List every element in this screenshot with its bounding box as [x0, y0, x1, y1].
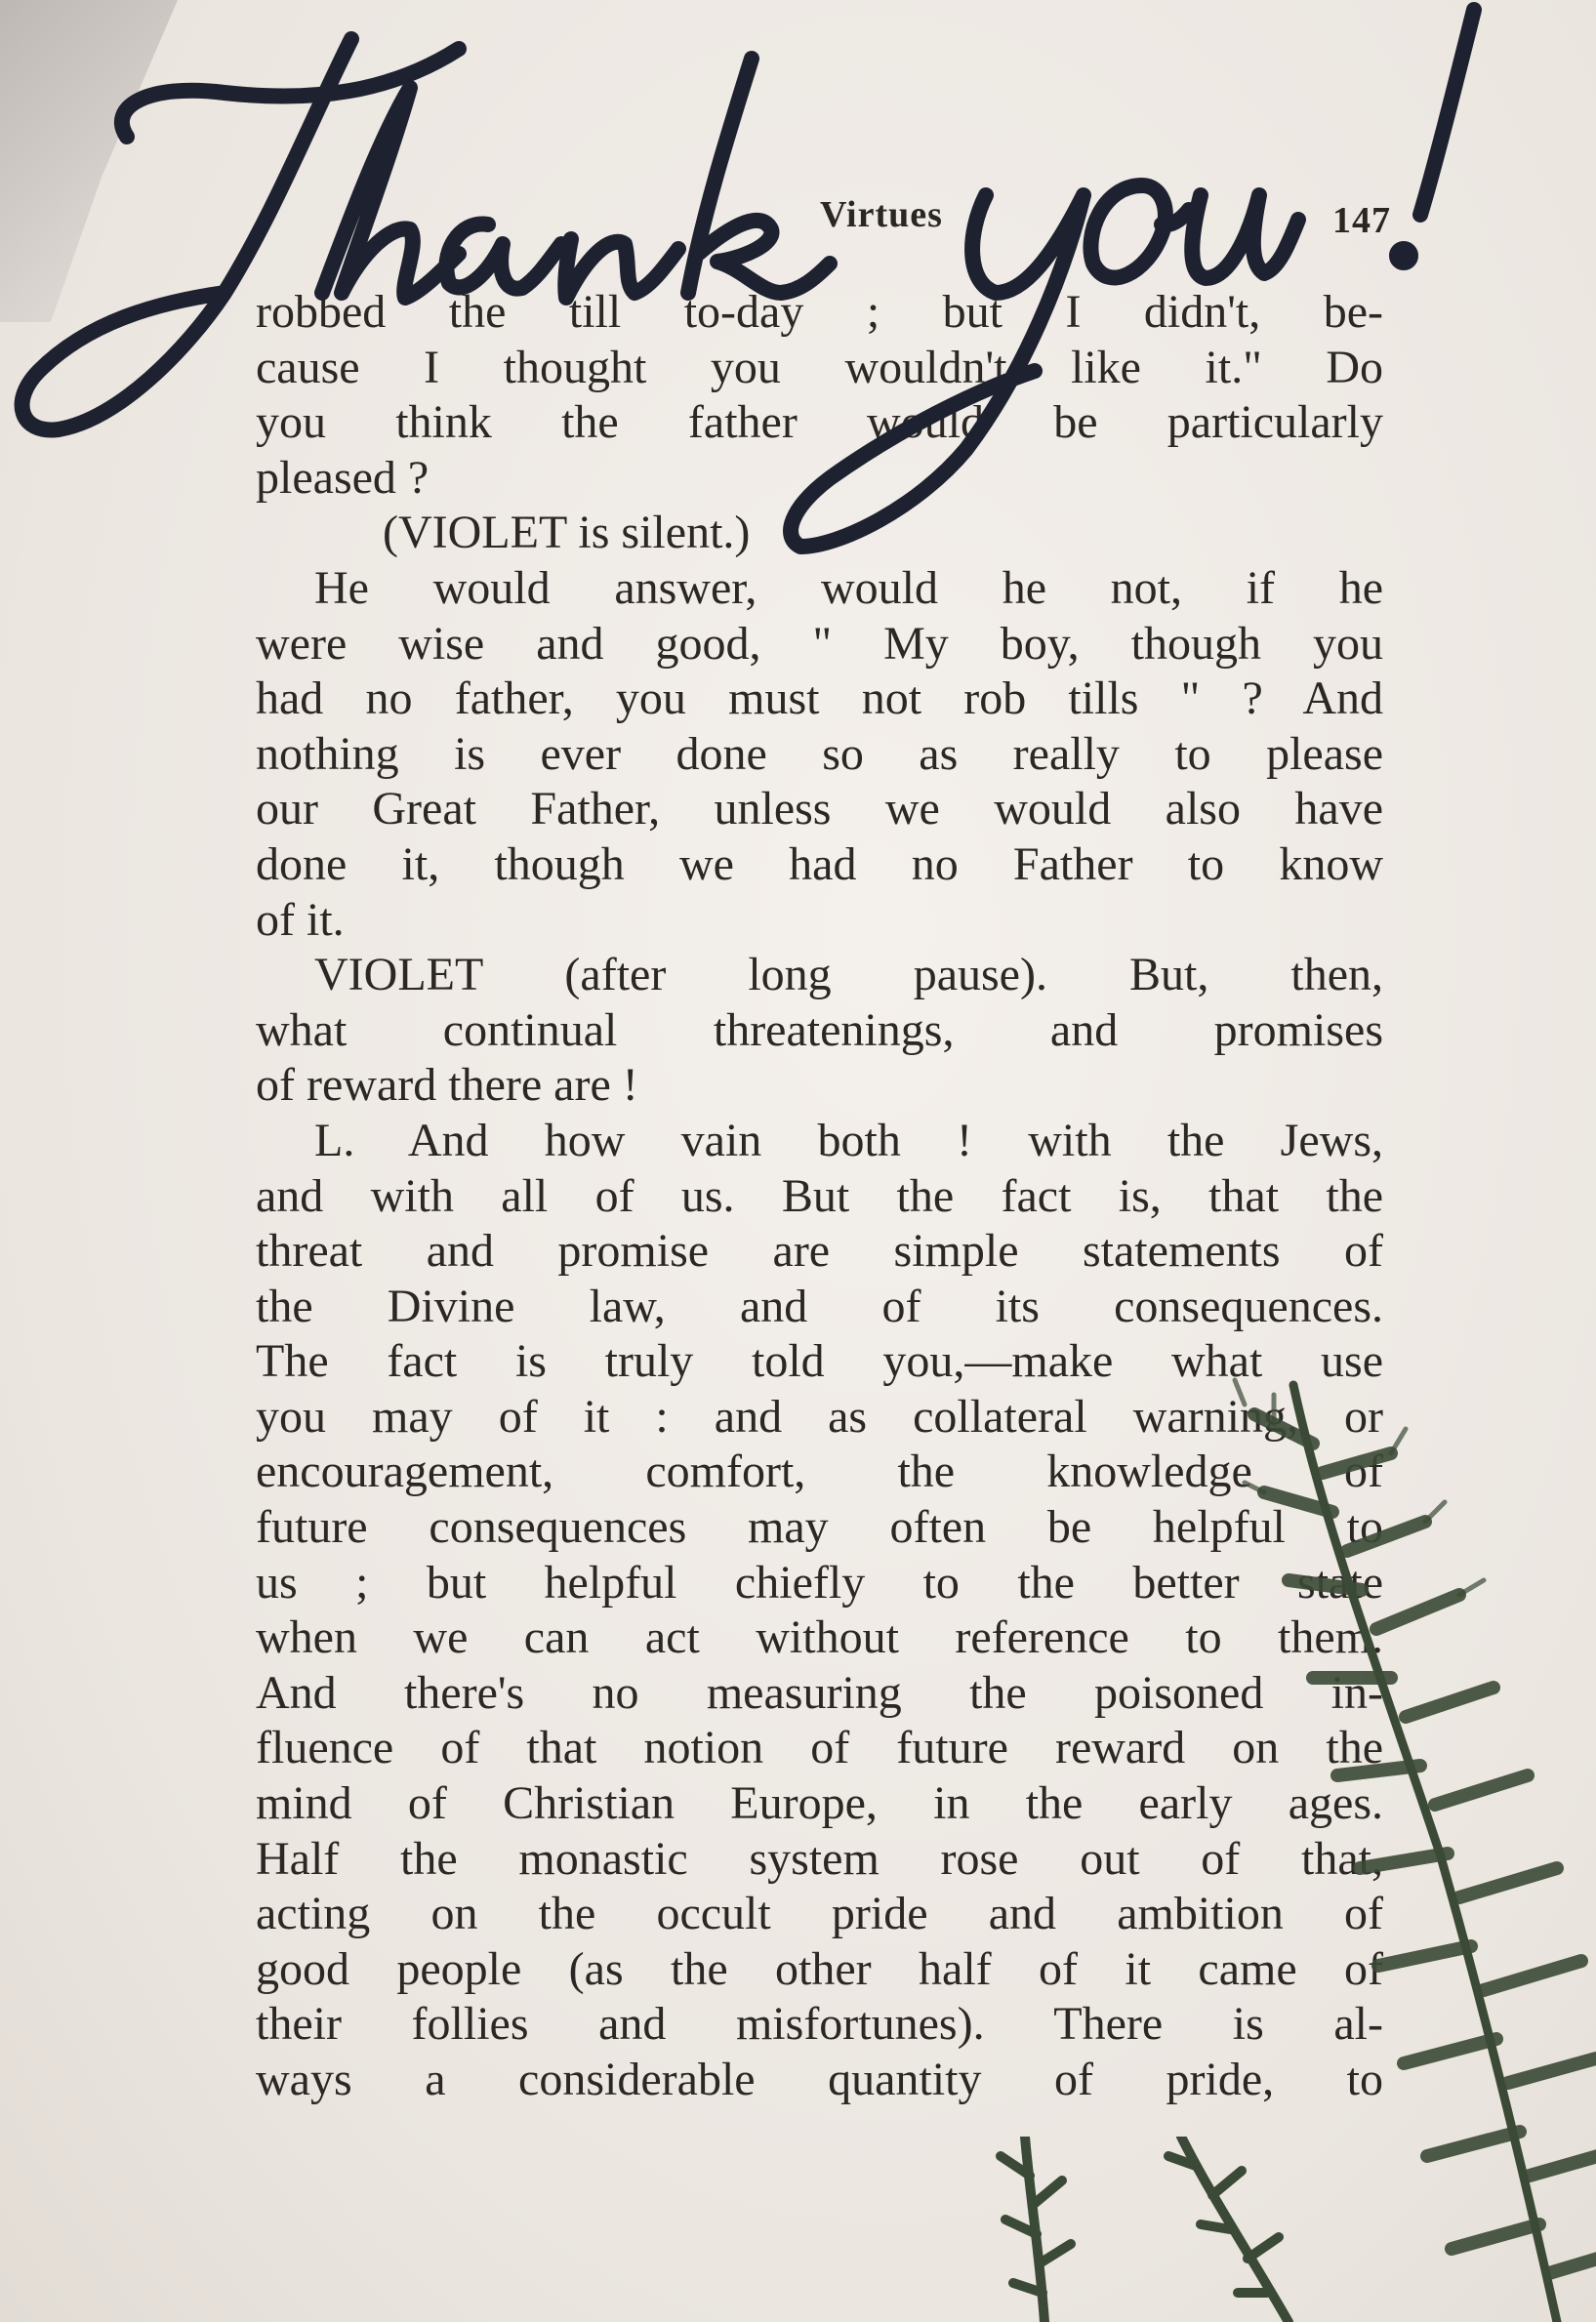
text-line: cause I thought you wouldn't like it." Do [256, 341, 1383, 393]
header-title: Virtues [820, 194, 943, 235]
body-text [256, 285, 1383, 2108]
text-line: good people (as the other half of it came of [256, 1942, 1383, 1995]
speaker-line: VIOLET (after long pause). But, then, [314, 949, 1383, 1001]
text-line: He would answer, would he not, if he [314, 561, 1383, 614]
text-line: robbed the till to-day ; but I didn't, be- [256, 286, 1383, 338]
text-line: you think the father would be particularly [256, 396, 1383, 449]
text-line: us ; but helpful chiefly to the better state [256, 1556, 1383, 1609]
text-line: when we can act without reference to them. [256, 1611, 1383, 1664]
text-line: nothing is ever done so as really to please [256, 727, 1383, 780]
running-header [625, 185, 1391, 254]
text-line: done it, though we had no Father to know [256, 837, 1383, 890]
text-line: our Great Father, unless we would also have [256, 783, 1383, 835]
paper-shadow [0, 0, 254, 322]
text-line: mind of Christian Europe, in the early ages. [256, 1777, 1383, 1830]
text-line: fluence of that notion of future reward on the [256, 1722, 1383, 1774]
stage-direction: (VIOLET is silent.) [383, 507, 751, 559]
speaker-line: L. And how vain both ! with the Jews, [314, 1114, 1383, 1166]
page-number: 147 [1332, 200, 1391, 241]
text-line: of reward there are ! [256, 1059, 638, 1112]
text-line: of it. [256, 893, 345, 946]
text-line: acting on the occult pride and ambition of [256, 1888, 1383, 1940]
text-line: threat and promise are simple statements of [256, 1225, 1383, 1278]
text-line: the Divine law, and of its consequences. [256, 1280, 1383, 1332]
text-line: ways a considerable quantity of pride, to [256, 2054, 1383, 2105]
text-line: pleased ? [256, 451, 430, 504]
text-line: And there's no measuring the poisoned in- [256, 1666, 1383, 1719]
text-line: were wise and good, " My boy, though you [256, 617, 1383, 670]
text-line: and with all of us. But the fact is, that the [256, 1169, 1383, 1222]
text-line: what continual threatenings, and promises [256, 1003, 1383, 1056]
text-line: future consequences may often be helpful to [256, 1501, 1383, 1554]
text-line: encouragement, comfort, the knowledge of [256, 1446, 1383, 1498]
text-line: their follies and misfortunes). There is al- [256, 1998, 1383, 2051]
text-line: Half the monastic system rose out of that, [256, 1832, 1383, 1885]
text-line: had no father, you must not rob tills " ? And [256, 672, 1383, 725]
text-line: The fact is truly told you,—make what use [256, 1335, 1383, 1388]
pressed-fern-bottom [986, 2137, 1298, 2322]
text-line: you may of it : and as collateral warning, or [256, 1390, 1383, 1443]
